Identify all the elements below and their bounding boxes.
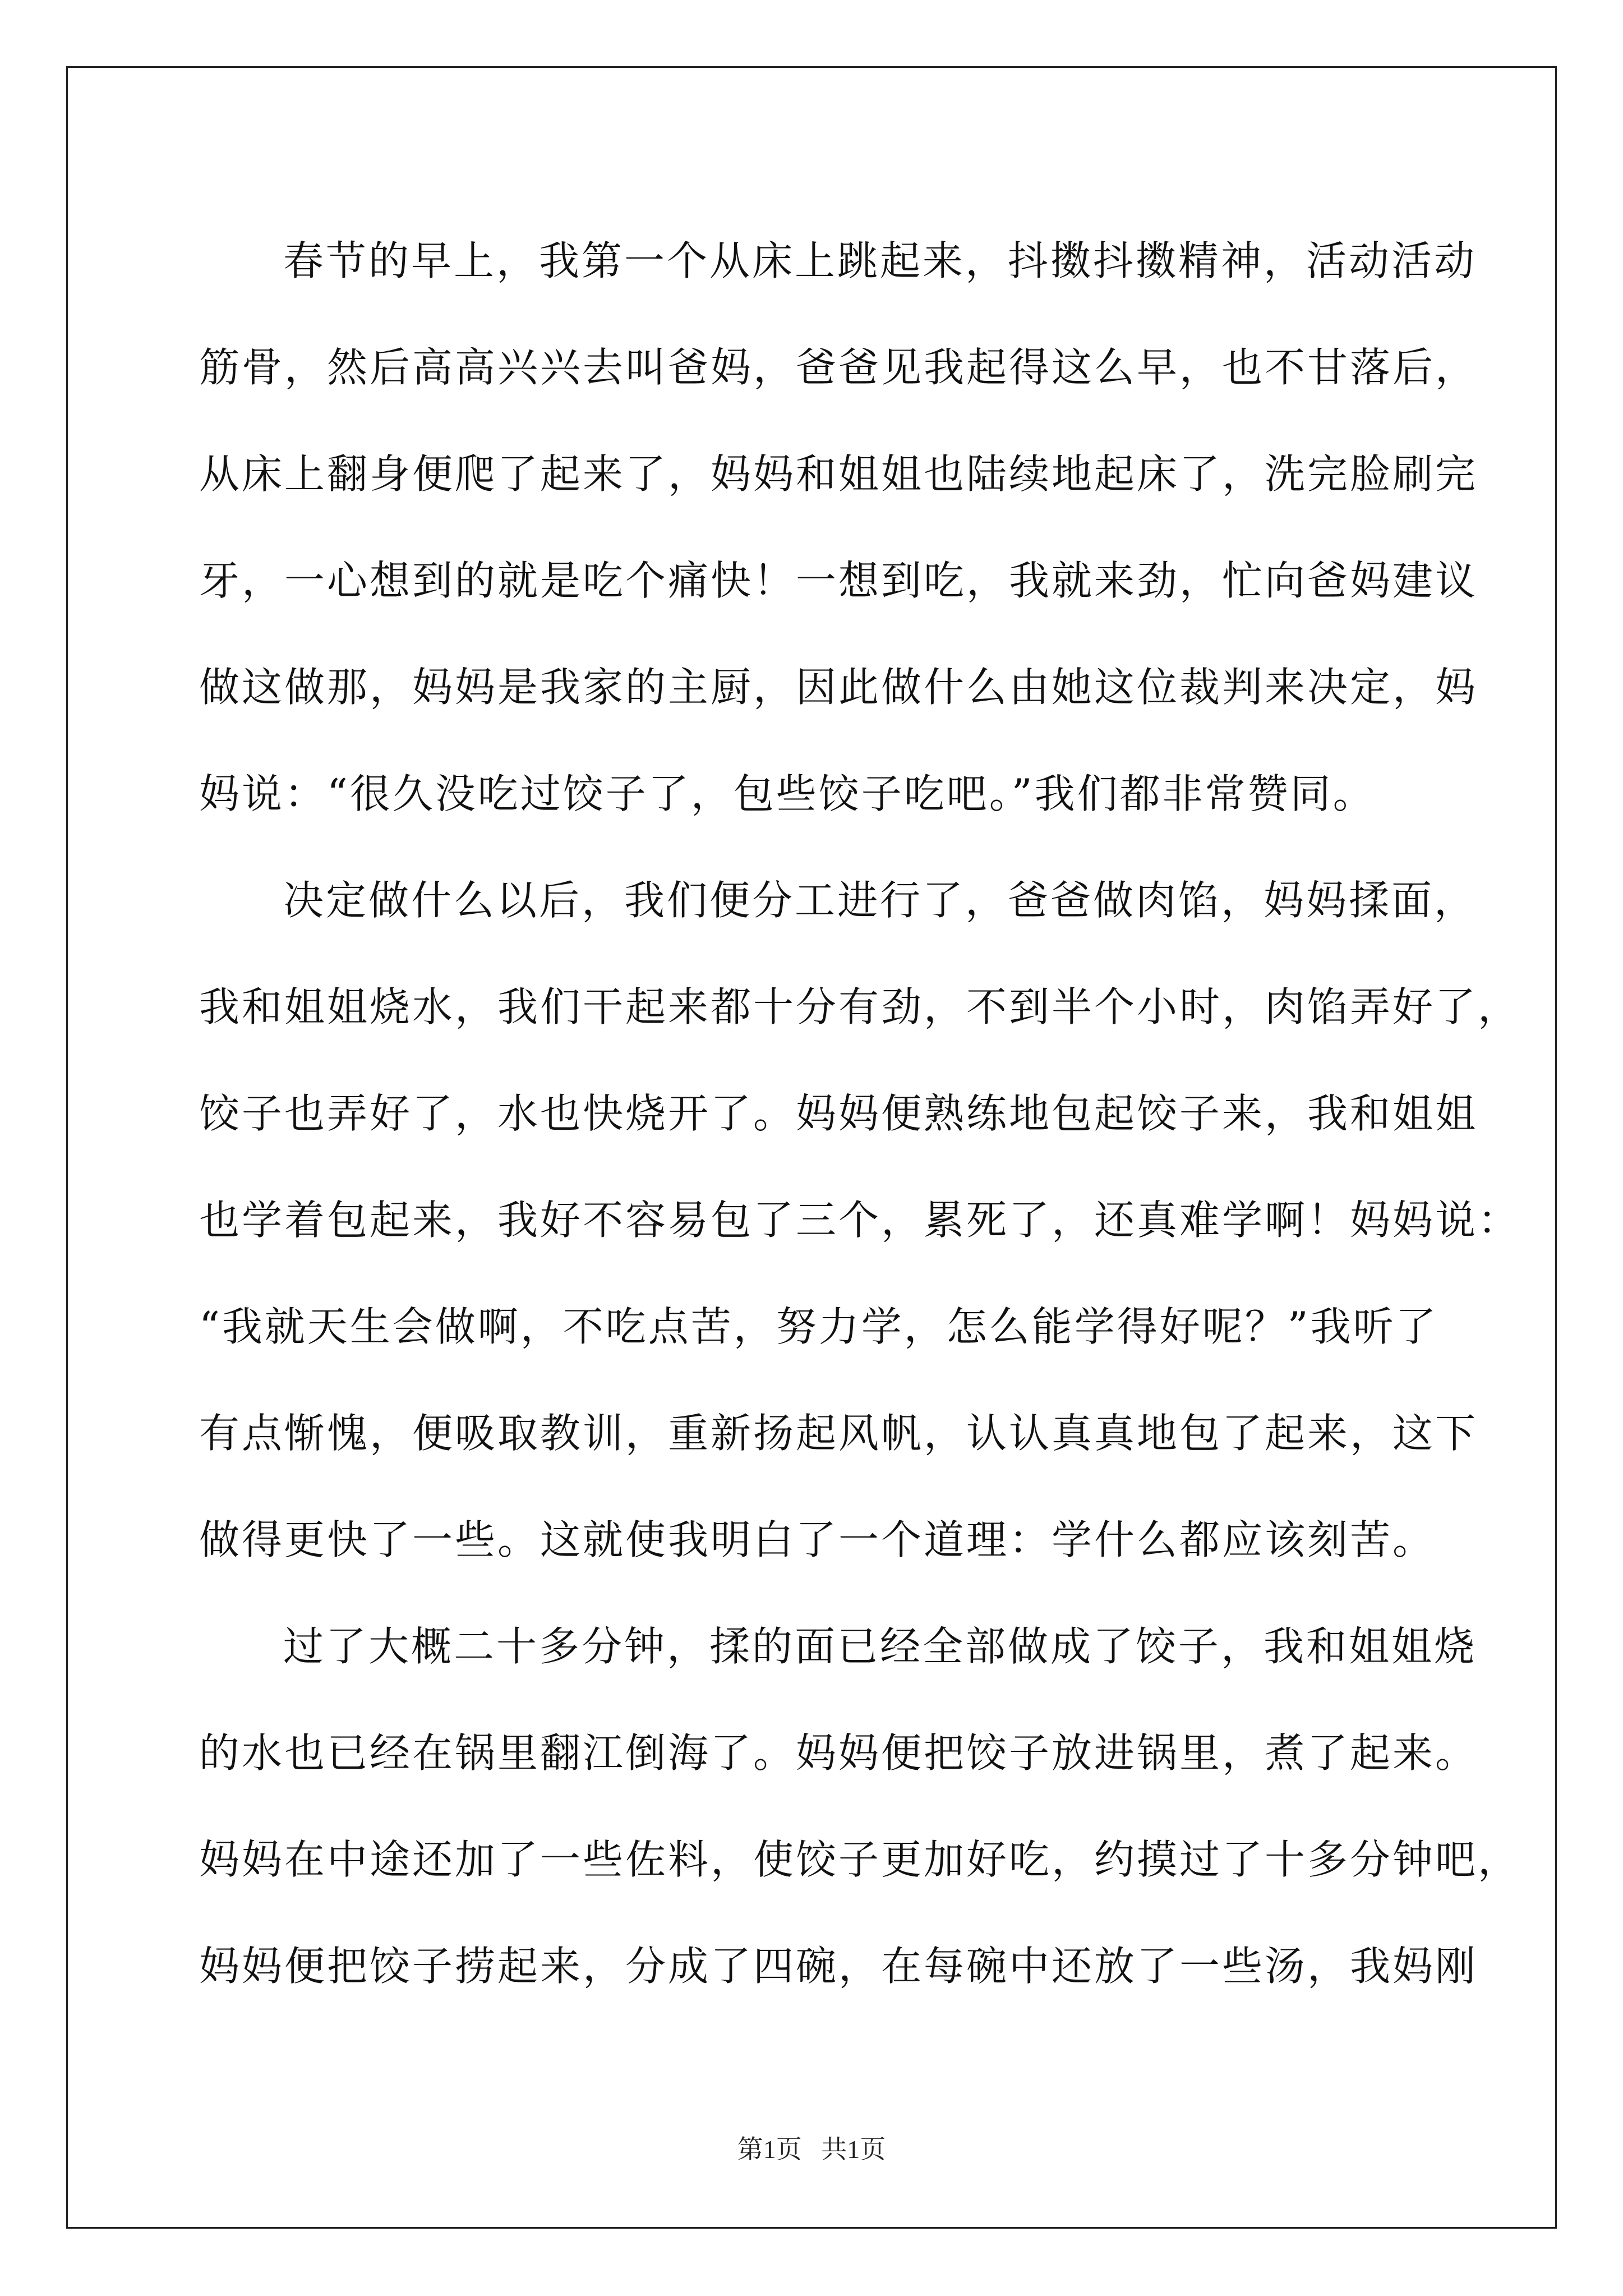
text-line: 过了大概二十多分钟，揉的面已经全部做成了饺子，我和姐姐烧 [283, 1623, 1477, 1670]
text-line: 也学着包起来，我好不容易包了三个，累死了，还真难学啊！妈妈说： [199, 1197, 1521, 1244]
text-line: 妈妈便把饺子捞起来，分成了四碗，在每碗中还放了一些汤，我妈刚 [199, 1943, 1478, 1990]
text-line: “我就天生会做啊，不吃点苦，努力学，怎么能学得好呢？”我听了 [199, 1303, 1438, 1350]
text-line: 春节的早上，我第一个从床上跳起来，抖擞抖擞精神，活动活动 [283, 237, 1477, 284]
text-line: 我和姐姐烧水，我们干起来都十分有劲，不到半个小时，肉馅弄好了， [199, 983, 1521, 1030]
text-line: 妈说：“很久没吃过饺子了，包些饺子吃吧。”我们都非常赞同。 [199, 770, 1376, 817]
page-number: 第1页 [737, 2135, 802, 2164]
text-line: 做得更快了一些。这就使我明白了一个道理：学什么都应该刻苦。 [199, 1516, 1436, 1563]
text-line: 妈妈在中途还加了一些佐料，使饺子更加好吃，约摸过了十多分钟吧， [199, 1836, 1521, 1883]
text-line: 从床上翻身便爬了起来了，妈妈和姐姐也陆续地起床了，洗完脸刷完 [199, 450, 1478, 498]
page-total: 共1页 [821, 2135, 886, 2164]
footer-spacer [802, 2135, 822, 2164]
text-line: 筋骨，然后高高兴兴去叫爸妈，爸爸见我起得这么早，也不甘落后， [199, 344, 1478, 391]
page-footer [0, 2129, 1623, 2166]
text-line: 牙，一心想到的就是吃个痛快！一想到吃，我就来劲，忙向爸妈建议 [199, 557, 1478, 604]
text-line: 做这做那，妈妈是我家的主厨，因此做什么由她这位裁判来决定，妈 [199, 664, 1478, 711]
text-line: 决定做什么以后，我们便分工进行了，爸爸做肉馅，妈妈揉面， [283, 877, 1477, 924]
text-line: 有点惭愧，便吸取教训，重新扬起风帆，认认真真地包了起来，这下 [199, 1410, 1478, 1457]
text-line: 的水也已经在锅里翻江倒海了。妈妈便把饺子放进锅里，煮了起来。 [199, 1729, 1478, 1777]
document-body [199, 219, 1521, 2031]
text-line: 饺子也弄好了，水也快烧开了。妈妈便熟练地包起饺子来，我和姐姐 [199, 1090, 1478, 1137]
